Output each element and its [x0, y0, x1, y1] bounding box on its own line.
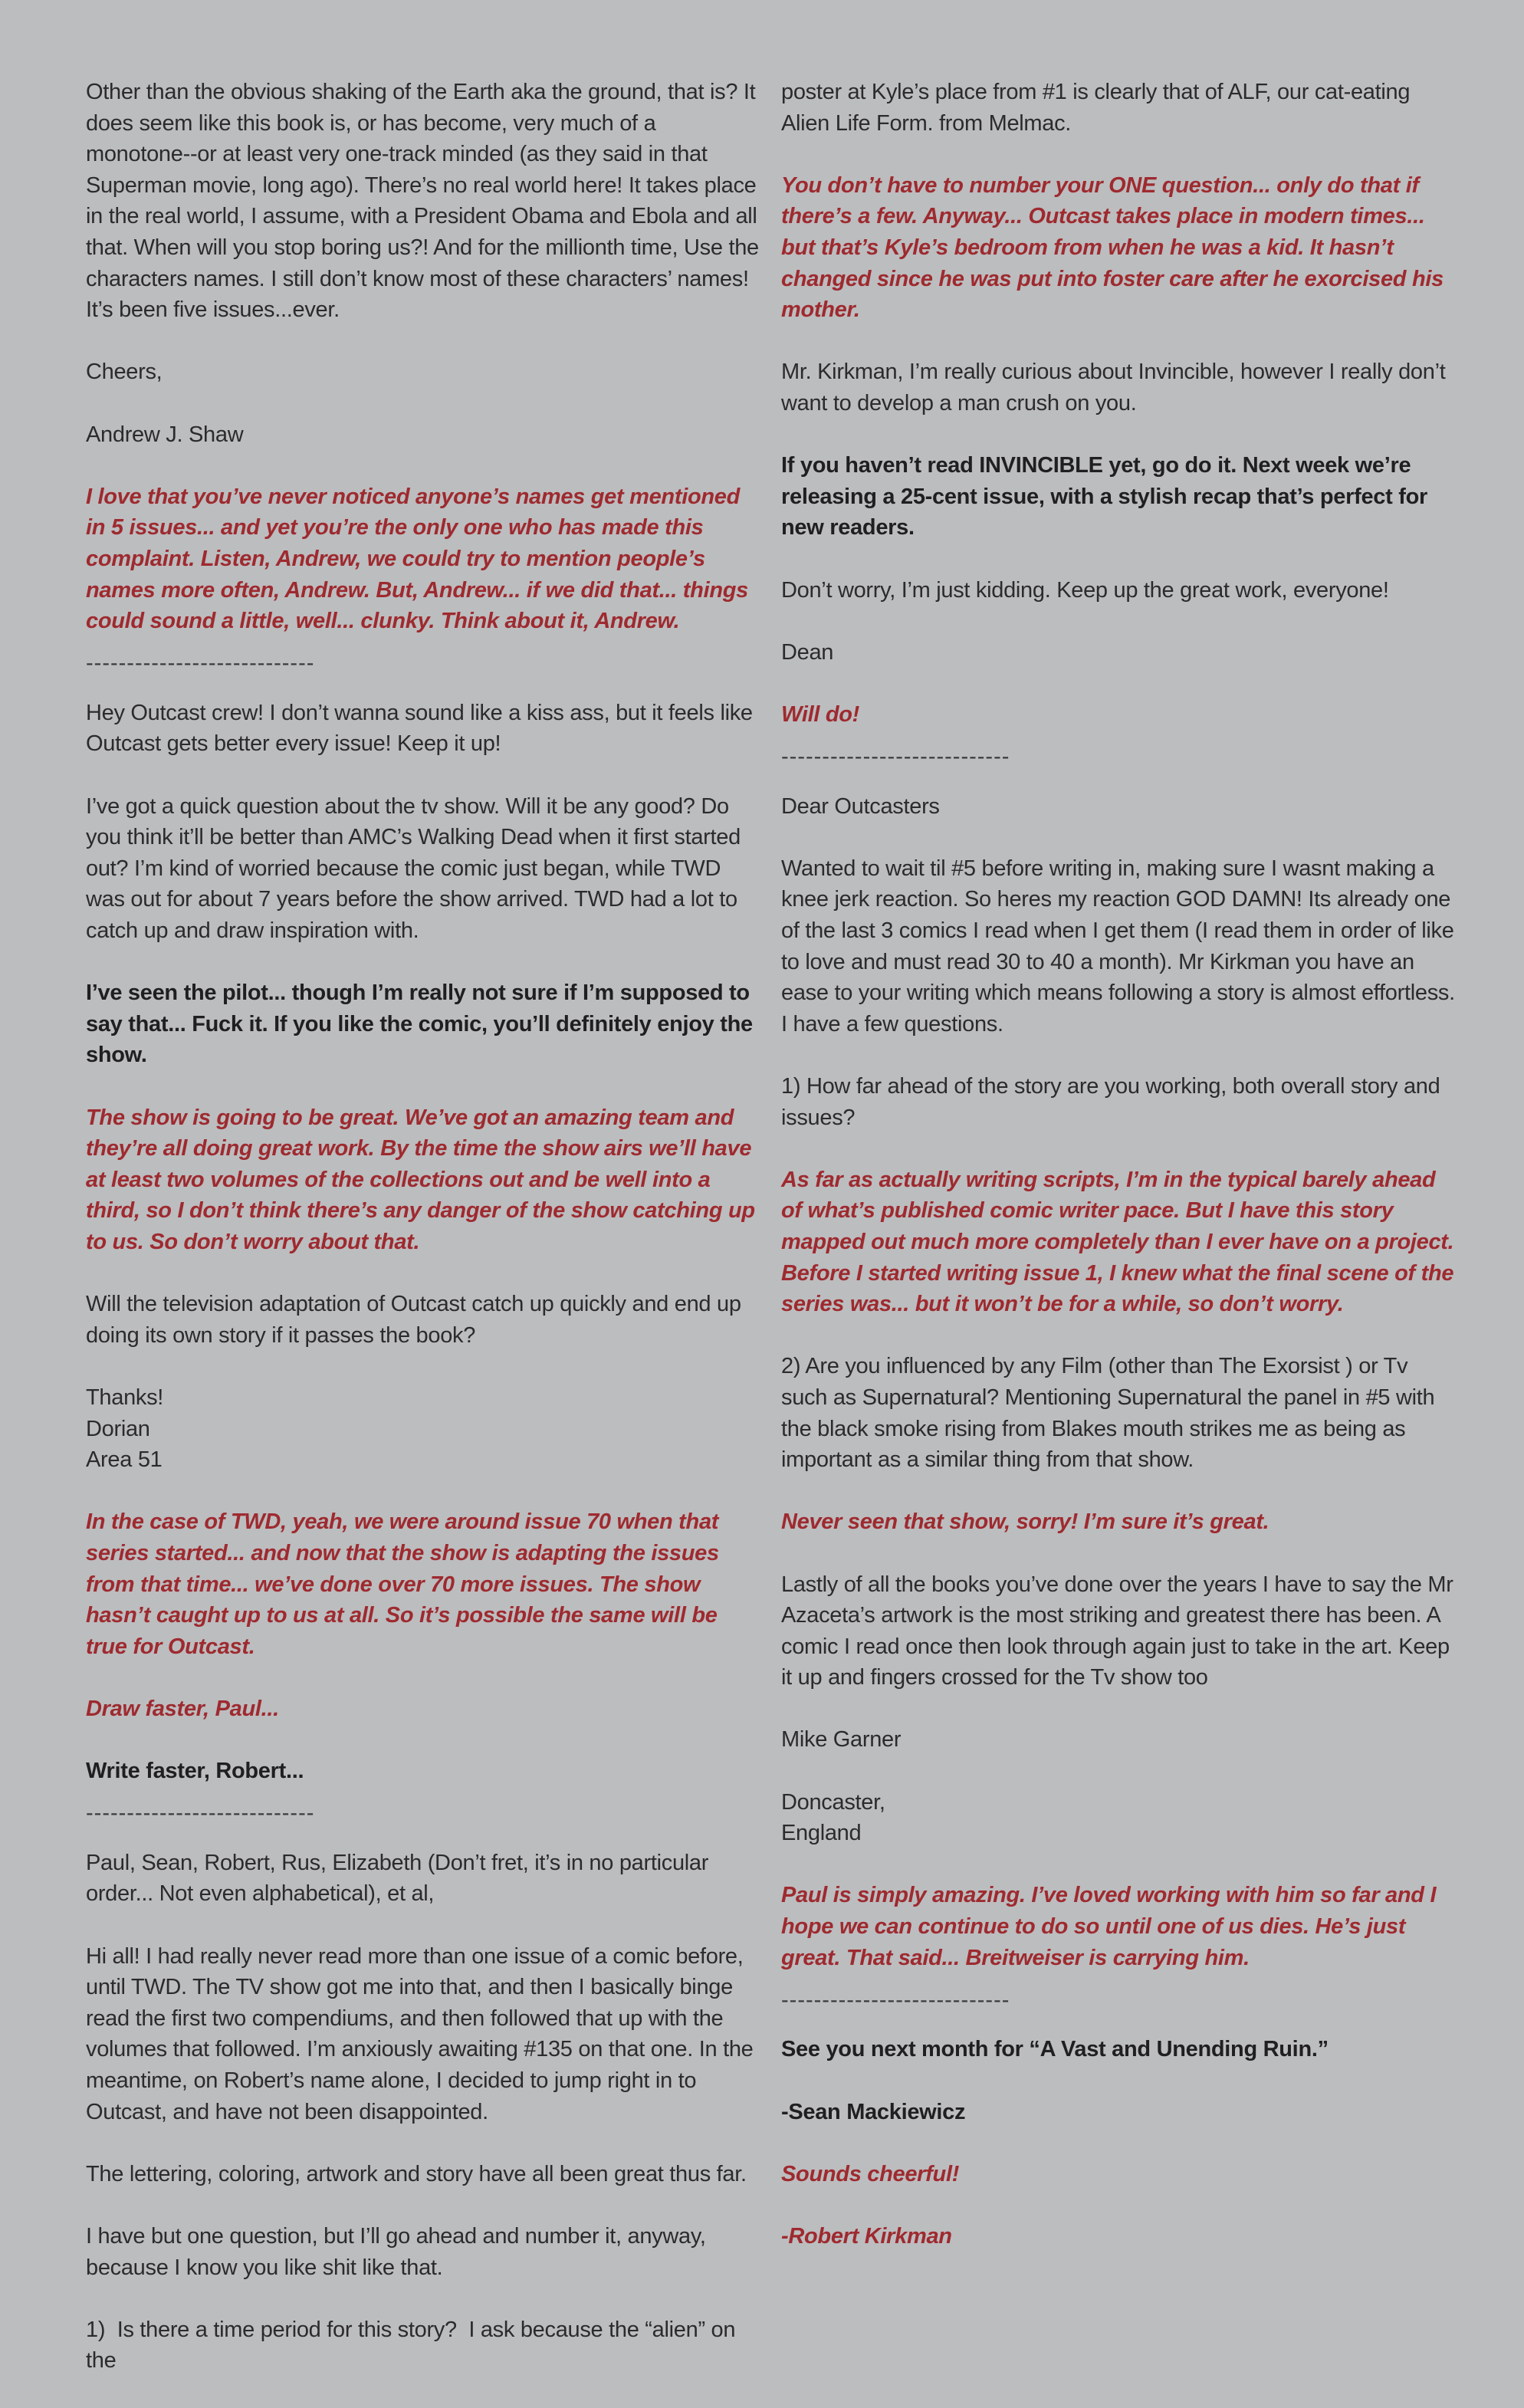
letter-paragraph: 1) Is there a time period for this story? I ask because the “alien” on the: [86, 2317, 741, 2374]
letter-signature: Thanks! Dorian Area 51: [86, 1385, 164, 1473]
editor-reply-bold: If you haven’t read INVINCIBLE yet, go do it. Next week we’re releasing a 25-cent issue, with a stylish recap that’s perfect for new readers.: [781, 453, 1434, 540]
letter-paragraph: poster at Kyle’s place from #1 is clearly that of ALF, our cat-eating Alien Life Form. from Melmac.: [781, 80, 1415, 136]
letter-paragraph: Mr. Kirkman, I’m really curious about Invincible, however I really don’t want to develop a man crush on you.: [781, 360, 1452, 416]
letter-salutation: Dear Outcasters: [781, 793, 940, 819]
letter-paragraph: I’ve got a quick question about the tv show. Will it be any good? Do you think it’ll be better than AMC’s Walking Dead when it first started out? I’m kind of worried because the comic just began, while TWD was out for about 7 years before the show arrived. TWD had a lot to catch up and draw inspiration with.: [86, 793, 747, 944]
editor-reply: In the case of TWD, yeah, we were around issue 70 when that series started... and now that the show is adapting the issues from that time... we’ve done over 70 more issues. The show hasn’t caught up to us at all. So it’s possible the same will be true for Outcast.: [86, 1510, 725, 1659]
letter-paragraph: Don’t worry, I’m just kidding. Keep up the great work, everyone!: [781, 577, 1389, 603]
letter-signoff: Cheers,: [86, 360, 163, 385]
letter-paragraph: Hey Outcast crew! I don’t wanna sound like a kiss ass, but it feels like Outcast gets better every issue! Keep it up!: [86, 700, 759, 757]
letter-signature: Mike Garner: [781, 1727, 902, 1753]
section-divider: ----------------------------: [86, 651, 315, 676]
letter-signature: Dean: [781, 639, 834, 665]
editor-reply: The show is going to be great. We’ve got an amazing team and they’re all doing great work. By the time the show airs we’ll have at least two volumes of the collections out and be well into a third, so I don’t think there’s any danger of the show catching up to us. So don’t worry about that.: [86, 1105, 761, 1254]
writer-signature: -Robert Kirkman: [781, 2223, 952, 2249]
editor-reply: You don’t have to number your ONE question... only do that if there’s a few. Anyway... Outcast takes place in modern times... but that’s Kyle’s bedroom from when he was a kid. It hasn’t changed since he was put into foster care after he exorcised his mother.: [781, 172, 1450, 323]
editor-signature: -Sean Mackiewicz: [781, 2099, 966, 2124]
editor-reply-bold: I’ve seen the pilot... though I’m really not sure if I’m supposed to say that... Fuck it. If you like the comic, you’ll definitely enjoy the show.: [86, 981, 759, 1068]
letter-paragraph: Lastly of all the books you’ve done over the years I have to say the Mr Azaceta’s artwork is the most striking and greatest there has been. A comic I read once then look through again just to take in the art. Keep it up and fingers crossed for the Tv show too: [781, 1572, 1458, 1690]
letter-signature: Andrew J. Shaw: [86, 422, 244, 447]
letter-paragraph: I have but one question, but I’ll go ahead and number it, anyway, because I know you like shit like that.: [86, 2223, 712, 2280]
section-divider: ----------------------------: [86, 1801, 315, 1826]
letter-paragraph: Wanted to wait til #5 before writing in, making sure I wasnt making a knee jerk reaction. So heres my reaction GOD DAMN! Its already one of the last 3 comics I read when I get them (I read them in order of like to love and must read 30 to 40 a month). Mr Kirkman you have an ease to your writing which means following a story is almost effortless. I have a few questions.: [781, 856, 1461, 1036]
editor-reply: Will do!: [781, 701, 860, 727]
letter-paragraph: 2) Are you influenced by any Film (other than The Exorsist ) or Tv such as Supernatural? Mentioning Supernatural the panel in #5 with the black smoke rising from Blakes mouth strikes me as being as important as a similar thing from that show.: [781, 1354, 1441, 1473]
editor-reply-bold: Write faster, Robert...: [86, 1759, 304, 1784]
letter-paragraph: Other than the obvious shaking of the Earth aka the ground, that is? It does seem like this book is, or has become, very much of a monotone--or at least very one-track minded (as they said in that Superman movie, long ago). There’s no real world here! It takes place in the real world, I assume, with a President Obama and Ebola and all that. When will you stop boring us?! And for the millionth time, Use the characters names. I still don’t know most of these characters’ names! It’s been five issues...ever.: [86, 80, 765, 323]
left-column: [86, 77, 765, 2408]
editor-reply: Paul is simply amazing. I’ve loved working with him so far and I hope we can continue to do so until one of us dies. He’s just great. That said... Breitweiser is carrying him.: [781, 1883, 1442, 1970]
letter-salutation: Paul, Sean, Robert, Rus, Elizabeth (Don’t fret, it’s in no particular order... Not even alphabetical), et al,: [86, 1850, 714, 1907]
editor-reply: Draw faster, Paul...: [86, 1696, 279, 1721]
closing-line: See you next month for “A Vast and Unending Ruin.”: [781, 2037, 1329, 2062]
letter-paragraph: Hi all! I had really never read more than one issue of a comic before, until TWD. The TV show got me into that, and then I basically binge read the first two compendiums, and then followed that up with the volumes that followed. I’m anxiously awaiting #135 on that one. In the meantime, on Robert’s name alone, I decided to jump right in to Outcast, and have not been disappointed.: [86, 1943, 760, 2124]
letter-paragraph: The lettering, coloring, artwork and story have all been great thus far.: [86, 2161, 747, 2186]
section-divider: ----------------------------: [781, 744, 1010, 770]
letter-location: Doncaster, England: [781, 1789, 885, 1846]
letter-paragraph: Will the television adaptation of Outcast catch up quickly and end up doing its own story if it passes the book?: [86, 1292, 747, 1348]
editor-reply: I love that you’ve never noticed anyone’s names get mentioned in 5 issues... and yet you’re the only one who has made this complaint. Listen, Andrew, we could try to mention people’s names more often, Andrew. But, Andrew... if we did that... things could sound a little, well... clunky. Think about it, Andrew.: [86, 484, 754, 634]
right-column: [781, 77, 1461, 2283]
section-divider: ----------------------------: [781, 1987, 1010, 2012]
editor-reply: Never seen that show, sorry! I’m sure it’s great.: [781, 1510, 1269, 1535]
editor-reply: Sounds cheerful!: [781, 2161, 960, 2186]
letter-paragraph: 1) How far ahead of the story are you working, both overall story and issues?: [781, 1074, 1447, 1130]
editor-reply: As far as actually writing scripts, I’m in the typical barely ahead of what’s published comic writer pace. But I have this story mapped out much more completely than I ever have on a project. Before I started writing issue 1, I knew what the final scene of the series was... but it won’t be for a while, so don’t worry.: [781, 1167, 1460, 1317]
